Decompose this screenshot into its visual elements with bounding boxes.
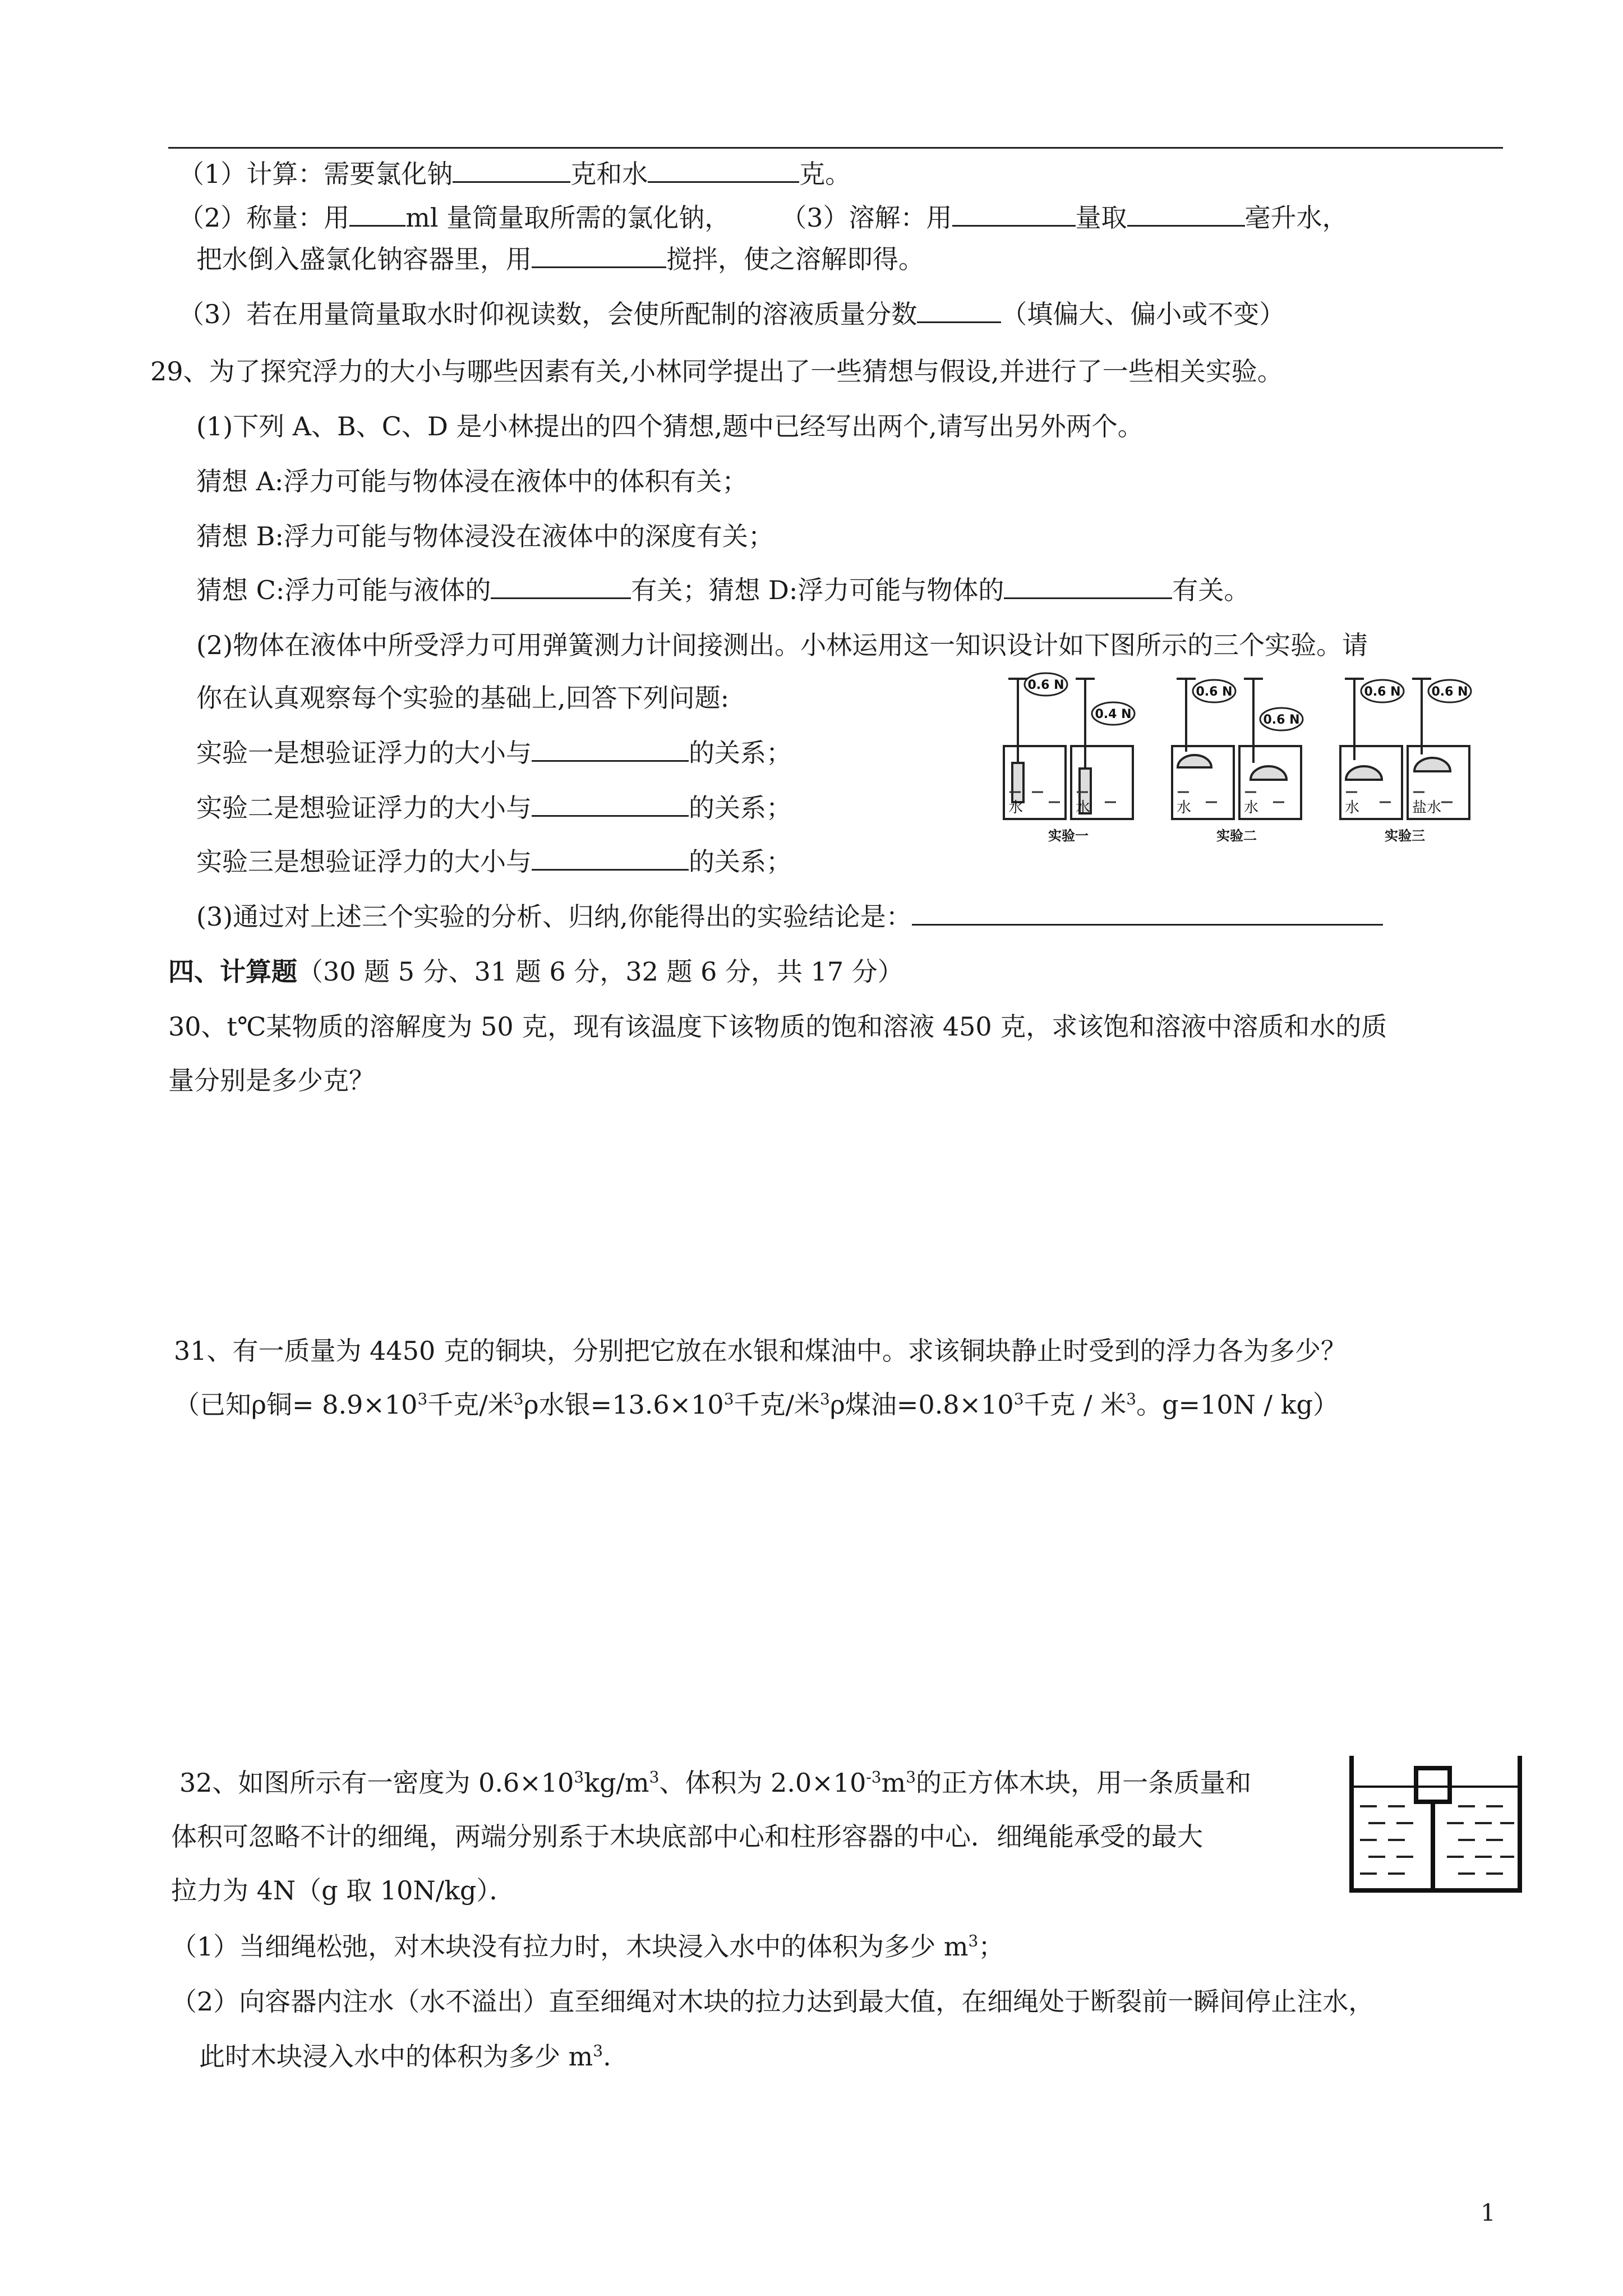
top-divider [168, 147, 1503, 149]
q28-line-error: （3）若在用量筒量取水时仰视读数，会使所配制的溶液质量分数 （填偏大、偏小或不变） [178, 299, 1285, 329]
q29-part1: (1)下列 A、B、C、D 是小林提出的四个猜想,题中已经写出两个,请写出另外两个。 [196, 411, 1144, 441]
experiment-2-group [1172, 679, 1301, 819]
figure-caption: 实验二 [1216, 828, 1257, 844]
buoyancy-experiments-figure [993, 668, 1497, 847]
answer-blank[interactable] [1127, 203, 1245, 227]
answer-blank[interactable] [648, 159, 799, 183]
q29-stem: 29、为了探究浮力的大小与哪些因素有关,小林同学提出了一些猜想与假设,并进行了一些相关实验。 [150, 356, 1283, 386]
liquid-label: 水 [1076, 799, 1091, 816]
answer-blank[interactable] [912, 901, 1383, 926]
liquid-label: 水 [1345, 799, 1360, 816]
reading-label: 0.6 N [1027, 678, 1064, 692]
q29-guess-a: 猜想 A:浮力可能与物体浸在液体中的体积有关； [196, 466, 748, 496]
figure-caption: 实验三 [1385, 828, 1425, 844]
q30-line2: 量分别是多少克？ [168, 1065, 375, 1096]
section-note: （30 题 5 分、31 题 6 分，32 题 6 分，共 17 分） [297, 956, 903, 987]
answer-blank[interactable] [532, 244, 666, 268]
q32-line1: 32、如图所示有一密度为 $0.6\times 10^3kg/m^3$、体积为 $2.0\times 10^{-3}m^3$的正方体木块，用一条质量和 [179, 1768, 1252, 1798]
q29-exp1: 实验一是想验证浮力的大小与 的关系； [196, 738, 792, 768]
answer-blank[interactable] [453, 159, 570, 183]
block-in-container-figure [1346, 1745, 1525, 1896]
reading-label: 0.6 N [1364, 685, 1401, 699]
answer-blank[interactable] [349, 203, 405, 227]
q32-sub2: （2）向容器内注水（水不溢出）直至细绳对木块的拉力达到最大值，在细绳处于断裂前一瞬间停止注水， [171, 1986, 1375, 2017]
q31-given: （已知ρ铜= $8.9\times 10^3$千克/米$^3$ρ水银$=13.6\times 10^3$千克/米$^3$ρ煤油$=0.8\times 10^3$千克 / 米$^3$。g=10N / kg） [174, 1389, 1339, 1420]
page-number: 1 [1481, 2199, 1496, 2226]
reading-label: 0.6 N [1263, 713, 1300, 727]
q29-part2: (2)物体在液体中所受浮力可用弹簧测力计间接测出。小林运用这一知识设计如下图所示的三个实验。请 [196, 630, 1368, 660]
q29-exp2: 实验二是想验证浮力的大小与 的关系； [196, 793, 792, 823]
q28-line-calc: （1）计算：需要氯化钠 克和水 克。 [178, 159, 851, 189]
reading-label: 0.6 N [1196, 685, 1233, 699]
q32-line2: 体积可忽略不计的细绳，两端分别系于木块底部中心和柱形容器的中心．细绳能承受的最大 [171, 1821, 1203, 1852]
q28-line-weigh: （2）称量：用 ml 量筒量取所需的氯化钠， （3）溶解：用 量取 毫升水， [178, 203, 1348, 233]
q29-exp3: 实验三是想验证浮力的大小与 的关系； [196, 846, 792, 877]
section-4-heading [168, 955, 903, 988]
answer-blank[interactable] [532, 793, 689, 817]
answer-blank[interactable] [952, 203, 1076, 227]
figure-caption: 实验一 [1048, 828, 1089, 844]
experiment-1-group [1004, 679, 1133, 819]
q32-line3: 拉力为 4N（g 取 10N/kg）． [171, 1875, 515, 1906]
liquid-label: 水 [1008, 799, 1023, 816]
liquid-label: 盐水 [1412, 799, 1442, 816]
reading-label: 0.6 N [1431, 685, 1468, 699]
answer-blank[interactable] [491, 575, 631, 599]
reading-label: 0.4 N [1095, 707, 1132, 721]
liquid-label: 水 [1177, 799, 1192, 816]
answer-blank[interactable] [532, 846, 689, 871]
q30-line1: 30、t℃某物质的溶解度为 50 克，现有该温度下该物质的饱和溶液 450 克，求该饱和溶液中溶质和水的质 [168, 1011, 1387, 1042]
answer-blank[interactable] [532, 738, 689, 762]
section-title: 四、计算题 [168, 956, 297, 987]
q29-guess-cd: 猜想 C:浮力可能与液体的 有关；猜想 D:浮力可能与物体的 有关。 [196, 575, 1250, 605]
q29-guess-b: 猜想 B:浮力可能与物体浸没在液体中的深度有关； [196, 521, 774, 551]
q29-part3: (3)通过对上述三个实验的分析、归纳,你能得出的实验结论是： [196, 900, 1383, 933]
q32-sub2-cont: 此时木块浸入水中的体积为多少 $m^3$. [199, 2041, 611, 2072]
q31-line1: 31、有一质量为 4450 克的铜块，分别把它放在水银和煤油中。求该铜块静止时受到的浮力各为多少？ [174, 1336, 1347, 1366]
answer-blank[interactable] [917, 299, 1001, 323]
liquid-label: 水 [1244, 799, 1259, 816]
answer-blank[interactable] [1004, 575, 1172, 599]
q29-part2-cont: 你在认真观察每个实验的基础上,回答下列问题: [196, 683, 730, 713]
q28-line-dissolve: 把水倒入盛氯化钠容器里，用 搅拌，使之溶解即得。 [196, 244, 924, 274]
q32-sub1: （1）当细绳松弛，对木块没有拉力时，木块浸入水中的体积为多少 $m^3$； [171, 1931, 1004, 1962]
